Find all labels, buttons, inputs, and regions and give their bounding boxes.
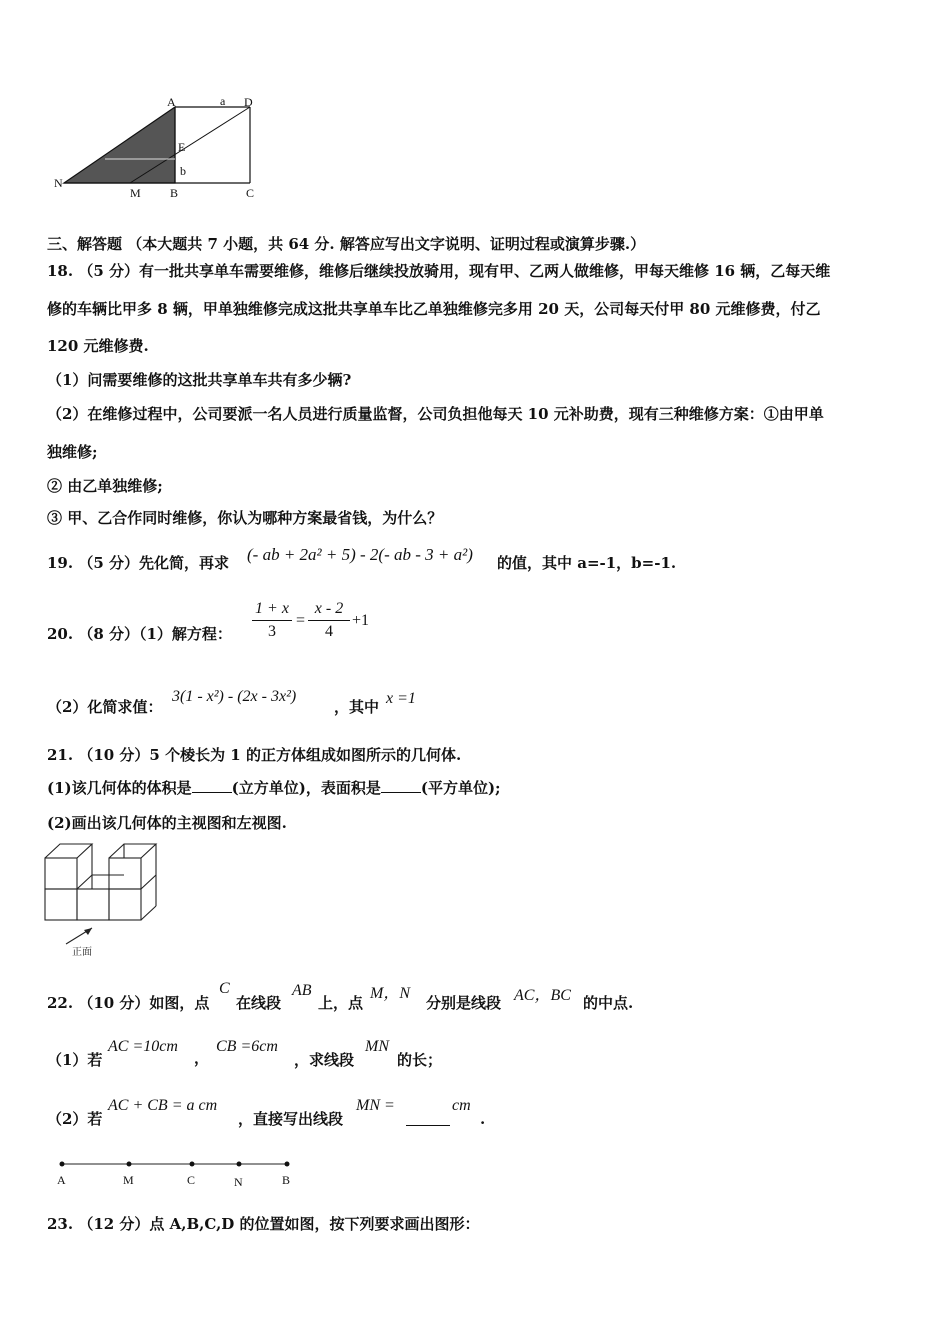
q22-p1comma: ， [194,1049,210,1067]
label-point-N: N [234,1175,243,1189]
q22-segment-AB: AB [292,982,312,999]
q22-p2expr: AC + CB = a cm [108,1097,218,1114]
q23-line1: 23. （12 分）点 A,B,C,D 的位置如图，按下列要求画出图形： [47,1215,480,1233]
q19-suffix: 的值，其中 a=-1，b=-1. [497,554,677,572]
point-M [127,1162,132,1167]
q20-prefix: 20. （8 分）（1）解方程： [47,625,232,643]
q18-line2: 修的车辆比甲多 8 辆，甲单独维修完成这批共享单车比乙单独维修完多用 20 天，公司每天付甲 80 元维修费，付乙 [47,300,821,318]
q20-num2: x - 2 [308,600,350,621]
q22-p1expr2: CB =6cm [216,1038,278,1055]
point-N [237,1162,242,1167]
area-blank[interactable] [381,792,421,793]
q21-p1a: (1)该几何体的体积是 [47,779,192,797]
q20-expression2: 3(1 - x²) - (2x - 3x²) [172,688,297,705]
q21-p1b: (立方单位)，表面积是 [231,779,381,797]
q22-p2a: （2）若 [47,1110,103,1128]
q20-den2: 4 [325,623,333,640]
label-b: b [180,164,186,178]
q20-condition: x =1 [386,690,416,707]
q22-l1b: 在线段 [236,994,282,1012]
label-point-B: B [282,1173,291,1187]
label-B: B [170,186,179,200]
shaded-triangle [64,107,175,183]
q20-equals: = [296,612,306,629]
q20-num1: 1 + x [252,600,292,621]
q20-plus1: +1 [352,612,370,629]
q18-line3: 120 元维修费. [47,337,149,355]
q18-part2c: ② 由乙单独维修; [47,477,163,495]
q22-l1e: 的中点. [583,994,634,1012]
q22-p1a: （1）若 [47,1051,103,1069]
q21-line1: 21. （10 分）5 个棱长为 1 的正方体组成如图所示的几何体. [47,746,462,764]
q20-part2: （2）化简求值： [47,698,163,716]
section-heading: 三、解答题 （本大题共 7 小题，共 64 分. 解答应写出文字说明、证明过程或演算步骤.） [47,235,646,253]
label-a: a [220,94,226,108]
q22-p2unit: cm [452,1097,471,1114]
point-C [190,1162,195,1167]
q20-den1: 3 [268,623,276,640]
q22-p1c: 的长； [397,1051,443,1069]
label-N: N [54,176,63,190]
q19-expression: (- ab + 2a² + 5) - 2(- ab - 3 + a²) [247,545,473,564]
q21-p1c: (平方单位); [420,779,501,797]
label-point-C: C [187,1173,196,1187]
label-A: A [167,95,176,109]
q22-segments-ACBC: AC，BC [514,987,571,1004]
q22-p1expr1: AC =10cm [108,1038,178,1055]
q20-part2-mid: ，其中 [334,698,380,716]
q18-line1: 18. （5 分）有一批共享单车需要维修，维修后继续投放骑用，现有甲、乙两人做维修，甲每天维修 16 辆，乙每天维 [47,262,831,280]
figure-segment [50,1155,310,1195]
q22-points-MN: M，N [370,985,411,1002]
q22-line1 [47,993,209,1013]
q21-part2: (2)画出该几何体的主视图和左视图. [47,814,287,832]
q18-part2d: ③ 甲、乙合作同时维修，你认为哪种方案最省钱，为什么？ [47,509,443,527]
mn-answer-blank[interactable] [406,1111,450,1126]
point-B [285,1162,290,1167]
q22-l1a: 22. （10 分）如图，点 [47,994,210,1012]
q22-l1c: 上，点 [318,994,364,1012]
q20-fraction1 [252,600,292,641]
q22-l1d: 分别是线段 [426,994,502,1012]
q22-p2b: ，直接写出线段 [238,1110,344,1128]
q18-part2a: （2）在维修过程中，公司要派一名人员进行质量监督，公司负担他每天 10 元补助费，现有三种维修方案：①由甲单 [47,405,824,423]
q19-prefix: 19. （5 分）先化简，再求 [47,554,229,572]
label-point-A: A [57,1173,66,1187]
q20-fraction2 [308,600,350,641]
label-C: C [246,186,255,200]
q22-point-C: C [219,980,230,997]
figure-parallelogram [50,95,270,205]
q21-part1 [47,778,501,798]
q22-p2MN: MN = [356,1097,395,1114]
volume-blank[interactable] [192,792,232,793]
q22-p2end: . [480,1110,486,1128]
q18-part2b: 独维修; [47,443,98,461]
label-D: D [244,95,253,109]
q22-p1MN: MN [365,1038,389,1055]
front-label: 正面 [72,947,92,958]
q22-p1b: ，求线段 [294,1051,355,1069]
q18-part1: （1）问需要维修的这批共享单车共有多少辆? [47,371,352,389]
figure-cubes [40,840,180,960]
point-A [60,1162,65,1167]
label-E: E [178,140,186,154]
label-M: M [130,186,141,200]
label-point-M: M [123,1173,134,1187]
